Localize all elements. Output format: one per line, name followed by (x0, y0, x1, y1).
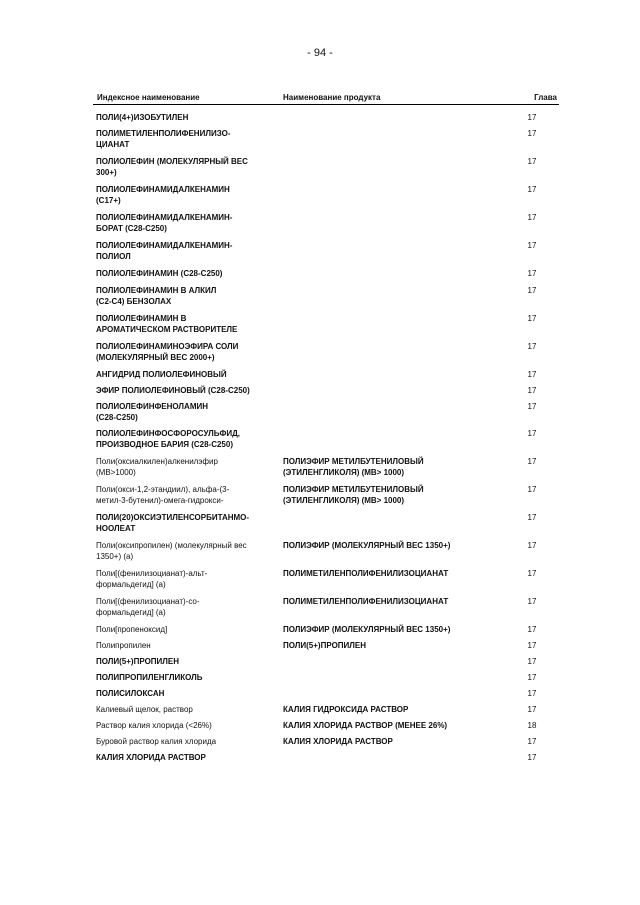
index-name-cell: ПОЛИПРОПИЛЕНГЛИКОЛЬ (96, 673, 203, 682)
index-name-cell: ПОЛИОЛЕФИНАМИН В АРОМАТИЧЕСКОМ РАСТВОРИТЕЛЕ (96, 314, 238, 334)
index-name-cell: Поли[пропеноксид] (96, 625, 168, 634)
product-name-cell: ПОЛИМЕТИЛЕНПОЛИФЕНИЛИЗОЦИАНАТ (283, 569, 449, 578)
index-name-cell: ПОЛИОЛЕФИНАМИН (C28-C250) (96, 269, 223, 278)
chapter-cell: 17 (527, 541, 537, 550)
index-name-cell: ПОЛИМЕТИЛЕНПОЛИФЕНИЛИЗО- ЦИАНАТ (96, 129, 231, 149)
product-name-cell (283, 428, 505, 450)
chapter-cell: 17 (527, 657, 537, 666)
chapter-cell: 17 (527, 402, 537, 411)
chapter-cell: 17 (527, 370, 537, 379)
index-name-cell: Поли(окси-1,2-этандиил), альфа-(3- метил-3-бутенил)-омега-гидрокси- (96, 485, 230, 505)
product-name-cell (283, 688, 505, 699)
table-row (93, 512, 559, 534)
index-name-cell: ПОЛИОЛЕФИН (МОЛЕКУЛЯРНЫЙ ВЕС 300+) (96, 157, 248, 177)
index-name-cell: Буровой раствор калия хлорида (96, 737, 217, 746)
chapter-cell: 17 (527, 705, 537, 714)
chapter-cell: 17 (527, 386, 537, 395)
table-row (93, 240, 559, 262)
chapter-cell: 17 (527, 185, 537, 194)
chapter-cell: 17 (527, 113, 537, 122)
product-name-cell: ПОЛИЭФИР МЕТИЛБУТЕНИЛОВЫЙ (ЭТИЛЕНГЛИКОЛЯ) (MB> 1000) (283, 485, 424, 505)
table-row (93, 428, 559, 450)
header-product-name: Наименование продукта (283, 93, 381, 102)
table-row (93, 184, 559, 206)
table-row (93, 128, 559, 150)
table-row (93, 656, 559, 667)
table-row (93, 341, 559, 363)
product-name-cell (283, 184, 505, 206)
table-row (93, 672, 559, 683)
chapter-cell: 17 (527, 753, 537, 762)
index-name-cell: ПОЛИ(4+)ИЗОБУТИЛЕН (96, 113, 189, 122)
page-number: - 94 - (307, 47, 333, 59)
index-name-cell: Раствор калия хлорида (<26%) (96, 721, 212, 730)
chapter-cell: 17 (527, 286, 537, 295)
product-name-cell (283, 212, 505, 234)
chapter-cell: 17 (527, 737, 537, 746)
chapter-cell: 17 (527, 457, 537, 466)
index-name-cell: ЭФИР ПОЛИОЛЕФИНОВЫЙ (C28-C250) (96, 386, 250, 395)
index-name-cell: ПОЛИОЛЕФИНАМИН В АЛКИЛ (C2-C4) БЕНЗОЛАХ (96, 286, 217, 306)
chapter-cell: 18 (527, 721, 537, 730)
chapter-cell: 17 (527, 429, 537, 438)
table-row (93, 484, 559, 506)
table-row (93, 640, 559, 651)
product-name-cell: ПОЛИЭФИР (МОЛЕКУЛЯРНЫЙ ВЕС 1350+) (283, 625, 451, 634)
product-name-cell (283, 656, 505, 667)
chapter-cell: 17 (527, 625, 537, 634)
product-name-cell (283, 112, 505, 123)
chapter-cell: 17 (527, 513, 537, 522)
table-row (93, 156, 559, 178)
index-name-cell: ПОЛИОЛЕФИНАМИНОЭФИРА СОЛИ (МОЛЕКУЛЯРНЫЙ ВЕС 2000+) (96, 342, 239, 362)
chapter-cell: 17 (527, 641, 537, 650)
index-name-cell: АНГИДРИД ПОЛИОЛЕФИНОВЫЙ (96, 370, 227, 379)
table-row (93, 369, 559, 380)
table-row (93, 752, 559, 763)
table-row (93, 568, 559, 590)
header-index-name: Индексное наименование (97, 93, 200, 102)
index-name-cell: КАЛИЯ ХЛОРИДА РАСТВОР (96, 753, 206, 762)
table-row (93, 385, 559, 396)
chapter-cell: 17 (527, 129, 537, 138)
index-name-cell: ПОЛИ(5+)ПРОПИЛЕН (96, 657, 180, 666)
chapter-cell: 17 (527, 673, 537, 682)
index-name-cell: ПОЛИОЛЕФИНФЕНОЛАМИН (C28-C250) (96, 402, 209, 422)
header-chapter: Глава (534, 93, 557, 102)
chemical-index-table (93, 92, 559, 768)
table-row (93, 720, 559, 731)
product-name-cell (283, 752, 505, 763)
product-name-cell (283, 285, 505, 307)
chapter-cell: 17 (527, 213, 537, 222)
product-name-cell: ПОЛИЭФИР (МОЛЕКУЛЯРНЫЙ ВЕС 1350+) (283, 541, 451, 550)
table-row (93, 456, 559, 478)
chapter-cell: 17 (527, 689, 537, 698)
index-name-cell: ПОЛИОЛЕФИНФОСФОРОСУЛЬФИД, ПРОИЗВОДНОЕ БАРИЯ (C28-C250) (96, 429, 241, 449)
product-name-cell: КАЛИЯ ХЛОРИДА РАСТВОР (МЕНЕЕ 26%) (283, 721, 448, 730)
chapter-cell: 17 (527, 157, 537, 166)
chapter-cell: 17 (527, 597, 537, 606)
table-row (93, 736, 559, 747)
product-name-cell (283, 156, 505, 178)
index-name-cell: Поли[(фенилизоцианат)-альт- формальдегид] (a) (96, 569, 208, 589)
product-name-cell (283, 385, 505, 396)
index-name-cell: Поли(оксиалкилен)алкенилэфир (MB>1000) (96, 457, 218, 477)
table-row (93, 313, 559, 335)
table-row (93, 268, 559, 279)
product-name-cell (283, 672, 505, 683)
product-name-cell (283, 313, 505, 335)
product-name-cell: КАЛИЯ ГИДРОКСИДА РАСТВОР (283, 705, 409, 714)
product-name-cell: КАЛИЯ ХЛОРИДА РАСТВОР (283, 737, 393, 746)
index-name-cell: Калиевый щелок, раствор (96, 705, 193, 714)
product-name-cell (283, 341, 505, 363)
product-name-cell: ПОЛИМЕТИЛЕНПОЛИФЕНИЛИЗОЦИАНАТ (283, 597, 449, 606)
product-name-cell (283, 401, 505, 423)
table-row (93, 212, 559, 234)
product-name-cell (283, 240, 505, 262)
chapter-cell: 17 (527, 314, 537, 323)
product-name-cell: ПОЛИ(5+)ПРОПИЛЕН (283, 641, 367, 650)
table-row (93, 540, 559, 562)
table-row (93, 624, 559, 635)
product-name-cell: ПОЛИЭФИР МЕТИЛБУТЕНИЛОВЫЙ (ЭТИЛЕНГЛИКОЛЯ) (MB> 1000) (283, 457, 424, 477)
product-name-cell (283, 369, 505, 380)
index-name-cell: ПОЛИОЛЕФИНАМИДАЛКЕНАМИН- БОРАТ (C28-C250) (96, 213, 233, 233)
table-row (93, 596, 559, 618)
table-row (93, 112, 559, 123)
product-name-cell (283, 268, 505, 279)
table-row (93, 401, 559, 423)
table-header (93, 92, 559, 105)
product-name-cell (283, 128, 505, 150)
table-row (93, 285, 559, 307)
index-name-cell: ПОЛИОЛЕФИНАМИДАЛКЕНАМИН (C17+) (96, 185, 230, 205)
index-name-cell: Поли(оксипропилен) (молекулярный вес 1350+) (a) (96, 541, 247, 561)
chapter-cell: 17 (527, 569, 537, 578)
chapter-cell: 17 (527, 485, 537, 494)
table-row (93, 688, 559, 699)
index-name-cell: Поли[(фенилизоцианат)-со- формальдегид] (a) (96, 597, 200, 617)
index-name-cell: ПОЛИОЛЕФИНАМИДАЛКЕНАМИН- ПОЛИОЛ (96, 241, 233, 261)
index-name-cell: ПОЛИ(20)ОКСИЭТИЛЕНСОРБИТАНМО- НООЛЕАТ (96, 513, 250, 533)
chapter-cell: 17 (527, 241, 537, 250)
table-row (93, 704, 559, 715)
chapter-cell: 17 (527, 269, 537, 278)
chapter-cell: 17 (527, 342, 537, 351)
product-name-cell (283, 512, 505, 534)
index-name-cell: Полипропилен (96, 641, 151, 650)
index-name-cell: ПОЛИСИЛОКСАН (96, 689, 165, 698)
table-body (93, 112, 559, 763)
